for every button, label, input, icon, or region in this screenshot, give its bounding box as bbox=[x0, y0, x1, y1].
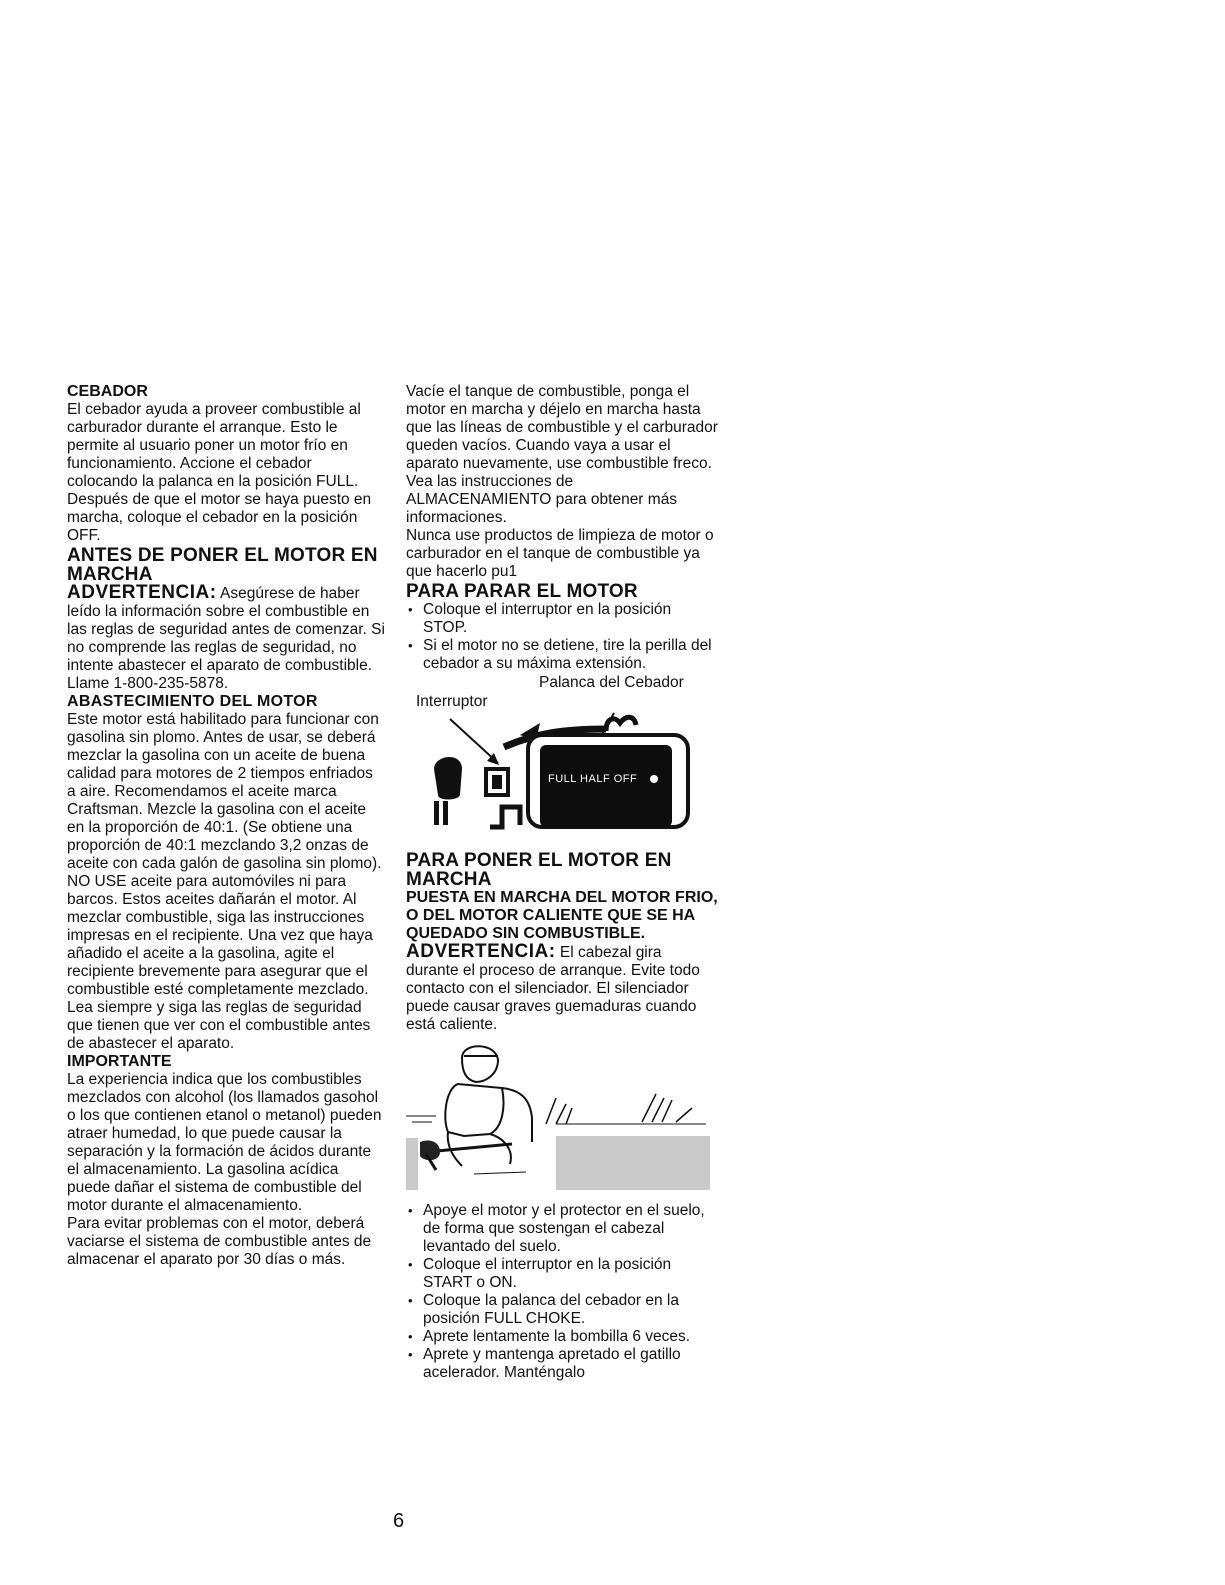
choke-panel-text: FULL HALF OFF bbox=[548, 773, 638, 785]
list-item: • Coloque la palanca del cebador en la posición FULL CHOKE. bbox=[406, 1292, 718, 1328]
vacie-text: Vacíe el tanque de combustible, ponga el motor en marcha y déjelo en marcha hasta que las líneas de combustible y el carburador queden vacíos. Cuando vaya a usar el aparato nuevamente, use combustible freco. Vea las instrucciones de ALMACENAMIENTO para obtener más informaciones. bbox=[406, 383, 718, 526]
left-column bbox=[67, 383, 385, 1269]
list-item: • Coloque el interruptor en la posición STOP. bbox=[406, 601, 718, 637]
list-item: • Aprete lentamente la bombilla 6 veces. bbox=[406, 1328, 718, 1346]
start-list bbox=[406, 1202, 718, 1382]
page-number: 6 bbox=[393, 1510, 405, 1532]
antes-heading: ANTES DE PONER EL MOTOR EN MARCHA bbox=[67, 545, 378, 585]
advertencia2-text: El cabezal gira durante el proceso de arranque. Evite todo contacto con el silenciador. El silenciador puede causar graves guemaduras cuando está caliente. bbox=[406, 944, 700, 1033]
advertencia2-label: ADVERTENCIA: bbox=[406, 941, 556, 962]
switch-label: Interruptor bbox=[416, 693, 488, 710]
importante-heading: IMPORTANTE bbox=[67, 1053, 172, 1070]
engine-controls-figure bbox=[406, 675, 706, 845]
nunca-text: Nunca use productos de limpieza de motor o carburador en el tanque de combustible ya que hacerlo pu1 bbox=[406, 527, 714, 580]
abastecimiento-text: Este motor está habilitado para funcionar con gasolina sin plomo. Antes de usar, se deberá mezclar la gasolina con un aceite de buena calidad para motores de 2 tiempos enfriados a aire. Recomendamos el aceite marca Craftsman. Mezcle la gasolina con el aceite en la proporción de 40:1. (Se obtiene una proporción de 40:1 mezclando 3,2 onzas de aceite con cada galón de gasolina sin plomo). NO USE aceite para automóviles ni para barcos. Estos aceites dañarán el motor. Al mezclar combustible, siga las instrucciones impresas en el recipiente. Una vez que haya añadido el aceite a la gasolina, agite el recipiente brevemente para asegurar que el combustible esté completamente mezclado. Lea siempre y siga las reglas de seguridad que tienen que ver con el combustible antes de abastecer el aparato. bbox=[67, 711, 382, 1052]
operator-starting-figure bbox=[406, 1038, 712, 1196]
cebador-heading: CEBADOR bbox=[67, 383, 148, 400]
list-item: • Coloque el interruptor en la posición START o ON. bbox=[406, 1256, 718, 1292]
advertencia-text: Asegúrese de haber leído la información sobre el combustible en las reglas de seguridad antes de comenzar. Si no comprende las reglas de seguridad, no intente abastecer el aparato de combustible. Llame 1-800-235-5878. bbox=[67, 585, 385, 692]
list-item: • Apoye el motor y el protector en el suelo, de forma que sostengan el cabezal levantado del suelo. bbox=[406, 1202, 718, 1256]
choke-lever-label: Palanca del Cebador bbox=[539, 674, 684, 691]
importante-text: La experiencia indica que los combustibles mezclados con alcohol (los llamados gasohol o los que contienen etanol o metanol) pueden atraer humedad, lo que puede causar la separación y la formación de ácidos durante el almacenamiento. La gasolina acídica puede dañar el sistema de combustible del motor durante el almacenamiento. bbox=[67, 1071, 382, 1214]
advertencia-paragraph bbox=[67, 584, 385, 693]
right-column bbox=[406, 383, 718, 1382]
abastecimiento-heading: ABASTECIMIENTO DEL MOTOR bbox=[67, 693, 318, 710]
cebador-text: El cebador ayuda a proveer combustible al carburador durante el arranque. Esto le permite al usuario poner un motor frío en funcionamiento. Accione el cebador colocando la palanca en la posición FULL. Después de que el motor se haya puesto en marcha, coloque el cebador en la posición OFF. bbox=[67, 401, 372, 544]
advertencia2-paragraph bbox=[406, 943, 718, 1034]
operator-drawing bbox=[406, 1038, 712, 1196]
list-item: • Aprete y mantenga apretado el gatillo acelerador. Manténgalo bbox=[406, 1346, 718, 1382]
parar-heading: PARA PARAR EL MOTOR bbox=[406, 581, 638, 602]
puesta-heading: PUESTA EN MARCHA DEL MOTOR FRIO, O DEL MOTOR CALIENTE QUE SE HA QUEDADO SIN COMBUSTIBLE. bbox=[406, 889, 718, 942]
list-item: • Si el motor no se detiene, tire la perilla del cebador a su máxima extensión. bbox=[406, 637, 718, 673]
parar-list bbox=[406, 601, 718, 673]
evitar-text: Para evitar problemas con el motor, deberá vaciarse el sistema de combustible antes de almacenar el aparato por 30 días o más. bbox=[67, 1215, 372, 1268]
advertencia-label: ADVERTENCIA: bbox=[67, 582, 217, 603]
poner-heading: PARA PONER EL MOTOR EN MARCHA bbox=[406, 850, 672, 890]
engine-controls-drawing bbox=[406, 695, 706, 845]
